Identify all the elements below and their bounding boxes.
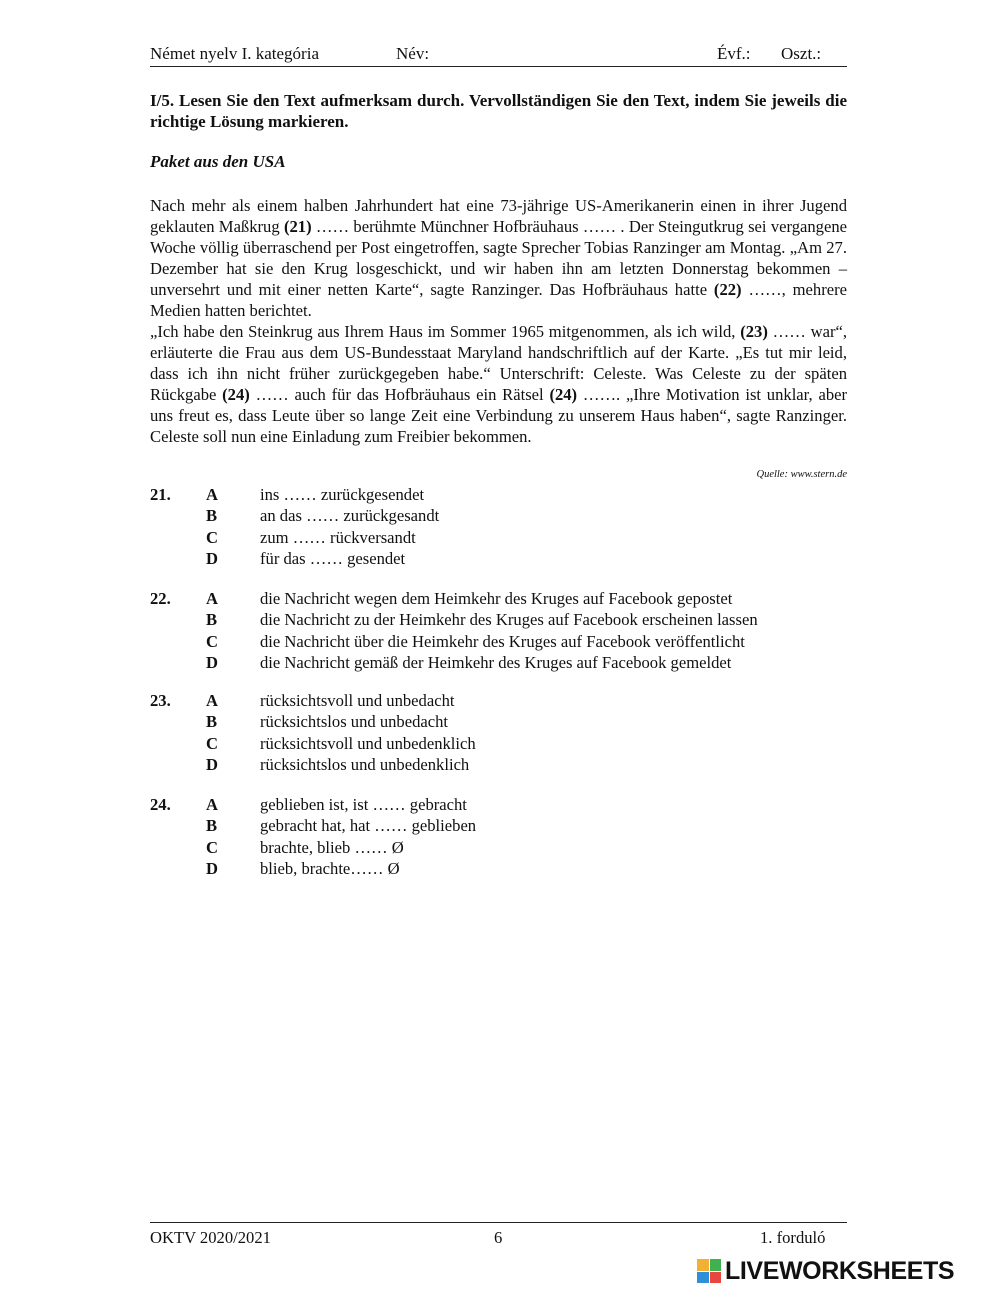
option-letter: C	[206, 733, 218, 753]
article-source: Quelle: www.stern.de	[756, 469, 847, 480]
text-segment: …… berühmte Münchner Hofbräuhaus …… . Der Steingutkrug sei vergangene Woche völlig überraschend per Post eingetroffen, sagte Sprecher Tobias Ranzinger am Montag. „Am 27. Dezember hat sie den Krug losgeschickt, und wir haben ihn am letzten Donnerstag bekommen – unversehrt und mit einer netten Karte“, sagte Ranzinger. Das Hofbräuhaus hatte	[150, 217, 847, 299]
liveworksheets-logo	[697, 1256, 954, 1286]
answer-option[interactable]	[150, 527, 847, 548]
gap-marker: (24)	[549, 385, 578, 404]
option-letter: B	[206, 816, 218, 836]
question-number: 21.	[150, 485, 171, 504]
gap-marker: (22)	[713, 280, 742, 299]
header-name-label: Név:	[396, 44, 430, 63]
option-text: die Nachricht wegen dem Heimkehr des Kruges auf Facebook gepostet	[260, 589, 733, 608]
header-subject: Német nyelv I. kategória	[150, 44, 319, 63]
option-text: brachte, blieb …… Ø	[260, 837, 404, 857]
header-year-label: Évf.:	[717, 44, 751, 63]
option-letter: D	[206, 858, 218, 878]
header-rule	[150, 66, 847, 67]
text-segment: ……. „Ihre Motivation ist unklar, aber uns freut es, dass Leute über so lange Zeit eine Verbindung zu unserem Haus haben“, sagte Ranzinger. Celeste soll nun eine Einladung zum Freibier bekommen.	[150, 385, 848, 446]
liveworksheets-logo-icon	[697, 1259, 721, 1283]
article-paragraph-2	[150, 321, 847, 447]
option-text: an das …… zurückgesandt	[260, 506, 440, 526]
answer-option[interactable]	[150, 631, 847, 652]
answer-option[interactable]	[150, 548, 847, 569]
option-text: die Nachricht gemäß der Heimkehr des Kruges auf Facebook gemeldet	[260, 652, 732, 672]
footer-right: 1. forduló	[760, 1228, 826, 1247]
option-letter: B	[206, 610, 218, 630]
option-letter: C	[206, 837, 218, 857]
option-text: rücksichtslos und unbedacht	[260, 712, 449, 732]
option-letter: D	[206, 652, 218, 672]
text-segment: ……, mehrere Medien hatten berichtet.	[150, 280, 847, 320]
option-text: gebracht hat, hat …… geblieben	[260, 816, 477, 836]
option-letter: A	[206, 589, 218, 608]
footer-left: OKTV 2020/2021	[150, 1228, 271, 1247]
question-number: 24.	[150, 795, 171, 814]
gap-marker: (24)	[222, 385, 250, 404]
answer-option[interactable]	[150, 815, 847, 836]
option-letter: A	[206, 795, 218, 814]
option-letter: A	[206, 485, 218, 504]
question-21	[150, 484, 847, 569]
option-text: die Nachricht über die Heimkehr des Kruges auf Facebook veröffentlicht	[260, 631, 745, 651]
footer-rule	[150, 1222, 847, 1223]
gap-marker: (21)	[283, 217, 312, 236]
header-class-label: Oszt.:	[781, 44, 822, 63]
answer-option[interactable]	[150, 505, 847, 526]
answer-option[interactable]	[150, 754, 847, 775]
option-text: geblieben ist, ist …… gebracht	[260, 795, 467, 814]
option-text: für das …… gesendet	[260, 548, 406, 568]
option-text: rücksichtsvoll und unbedenklich	[260, 733, 476, 753]
question-24	[150, 794, 847, 879]
gap-marker: (23)	[740, 322, 768, 341]
option-letter: C	[206, 631, 218, 651]
option-text: rücksichtslos und unbedenklich	[260, 754, 470, 774]
answer-option[interactable]	[150, 858, 847, 879]
answer-option[interactable]	[150, 711, 847, 732]
question-number: 22.	[150, 589, 171, 608]
answer-option[interactable]	[150, 484, 847, 505]
option-letter: B	[206, 712, 218, 732]
question-23	[150, 690, 847, 775]
text-segment: Nach mehr als einem halben Jahrhundert hat eine 73-jährige US-Amerikanerin einen in ihrer Jugend geklauten Maßkrug	[150, 196, 847, 236]
article-title: Paket aus den USA	[150, 152, 286, 171]
footer-page-number: 6	[494, 1228, 503, 1247]
question-22	[150, 588, 847, 673]
option-letter: A	[206, 691, 218, 710]
answer-option[interactable]	[150, 652, 847, 673]
option-text: blieb, brachte…… Ø	[260, 858, 400, 878]
task-instruction: I/5. Lesen Sie den Text aufmerksam durch. Vervollständigen Sie den Text, indem Sie jeweils die richtige Lösung markieren.	[150, 91, 847, 131]
option-text: die Nachricht zu der Heimkehr des Kruges auf Facebook erscheinen lassen	[260, 610, 758, 630]
option-text: zum …… rückversandt	[260, 527, 416, 547]
option-text: rücksichtsvoll und unbedacht	[260, 691, 455, 710]
liveworksheets-logo-text: LIVEWORKSHEETS	[725, 1256, 955, 1285]
answer-option[interactable]	[150, 733, 847, 754]
option-text: ins …… zurückgesendet	[260, 485, 425, 504]
answer-option[interactable]	[150, 690, 847, 711]
text-segment: „Ich habe den Steinkrug aus Ihrem Haus im Sommer 1965 mitgenommen, als ich wild,	[150, 322, 741, 341]
option-letter: C	[206, 527, 218, 547]
option-letter: D	[206, 754, 218, 774]
text-segment: …… auch für das Hofbräuhaus ein Rätsel	[249, 385, 550, 404]
answer-option[interactable]	[150, 837, 847, 858]
answer-option[interactable]	[150, 609, 847, 630]
text-segment: …… war“, erläuterte die Frau aus dem US-Bundesstaat Maryland handschriftlich auf der Karte. „Es tut mir leid, dass ich ihn nicht früher zurückgegeben habe.“ Unterschrift: Celeste. Was Celeste zu der späten Rückgabe	[150, 322, 847, 404]
option-letter: D	[206, 548, 218, 568]
answer-option[interactable]	[150, 794, 847, 815]
article-paragraph-1	[150, 195, 847, 321]
answer-option[interactable]	[150, 588, 847, 609]
option-letter: B	[206, 506, 218, 526]
question-number: 23.	[150, 691, 171, 710]
